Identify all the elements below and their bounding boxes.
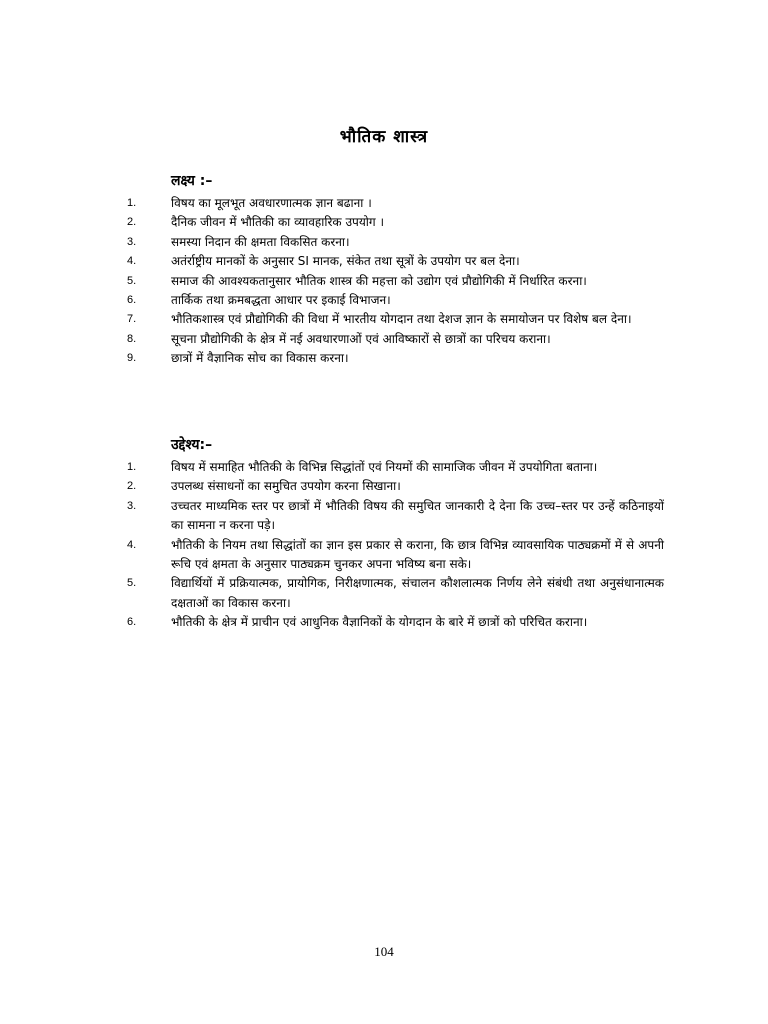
- item-number: 6.: [127, 616, 137, 629]
- item-text: विषय में समाहित भौतिकी के विभिन्न सिद्धांतों एवं नियमों की सामाजिक जीवन में उपयोगिता बताना।: [171, 460, 598, 474]
- item-text: अतंर्राष्ट्रीय मानकों के अनुसार SI मानक, संकेत तथा सूत्रों के उपयोग पर बल देना।: [171, 254, 520, 269]
- list-item: [0, 574, 768, 613]
- list-item: [0, 310, 768, 329]
- item-number: 6.: [127, 294, 137, 307]
- list-item: [0, 497, 768, 536]
- item-text: भौतिकशास्त्र एवं प्रौद्योगिकी की विधा में भारतीय योगदान तथा देशज ज्ञान के समायोजन पर विशेष बल देना।: [171, 312, 632, 327]
- item-number: 5.: [127, 274, 137, 287]
- item-text: समाज की आवश्यकतानुसार भौतिक शास्त्र की महत्ता को उद्योग एवं प्रौद्योगिकी में निर्धारित करना।: [171, 273, 587, 288]
- page-title: भौतिक शास्त्र: [339, 127, 429, 147]
- list-item: [0, 536, 768, 575]
- item-number: 3.: [127, 499, 137, 512]
- item-text: विषय का मूलभूत अवधारणात्मक ज्ञान बढाना ।: [171, 196, 372, 210]
- list-item: [0, 252, 768, 271]
- goals-list: [0, 194, 768, 369]
- goals-heading: लक्ष्य :–: [171, 173, 213, 189]
- item-number: 2.: [127, 480, 137, 493]
- item-text: विद्यार्थियों में प्रक्रियात्मक, प्रायोगिक, निरीक्षणात्मक, संचालन कौशलात्मक निर्णय लेने संबंधी तथा अनुसंधानात्मक दक्षताओं का विकास करना।: [171, 576, 664, 610]
- list-item: [0, 291, 768, 310]
- item-text: तार्किक तथा क्रमबद्धता आधार पर इकाई विभाजन।: [171, 293, 391, 308]
- item-text: उच्चतर माध्यमिक स्तर पर छात्रों में भौतिकी विषय की समुचित जानकारी दे देना कि उच्च–स्तर पर उन्हें कठिनाइयों का सामना न करना पड़े।: [171, 498, 664, 533]
- list-item: [0, 349, 768, 368]
- list-item: [0, 458, 768, 477]
- item-number: 4.: [127, 538, 137, 551]
- item-text: छात्रों में वैज्ञानिक सोच का विकास करना।: [171, 351, 349, 366]
- item-number: 1.: [127, 461, 137, 473]
- item-number: 5.: [127, 577, 137, 590]
- list-item: [0, 613, 768, 632]
- list-item: [0, 272, 768, 291]
- list-item: [0, 330, 768, 349]
- item-text: दैनिक जीवन में भौतिकी का व्यावहारिक उपयोग ।: [171, 215, 385, 230]
- item-text: सूचना प्रौद्योगिकी के क्षेत्र में नई अवधारणाओं एवं आविष्कारों से छात्रों का परिचय कराना।: [171, 331, 551, 346]
- item-number: 8.: [127, 332, 137, 345]
- list-item: [0, 213, 768, 232]
- list-item: [0, 194, 768, 213]
- item-number: 9.: [127, 352, 137, 365]
- item-number: 7.: [127, 313, 137, 326]
- item-number: 4.: [127, 255, 137, 268]
- item-number: 3.: [127, 235, 137, 248]
- objectives-heading: उद्देश्य:–: [171, 437, 213, 453]
- page-number: 104: [374, 944, 394, 959]
- item-text: समस्या निदान की क्षमता विकसित करना।: [171, 234, 350, 249]
- item-text: उपलब्ध संसाधनों का समुचित उपयोग करना सिखाना।: [171, 479, 401, 494]
- item-number: 1.: [127, 197, 137, 209]
- objectives-list: [0, 458, 768, 633]
- item-text: भौतिकी के क्षेत्र में प्राचीन एवं आधुनिक वैज्ञानिकों के योगदान के बारे में छात्रों को परिचित कराना।: [171, 615, 588, 630]
- list-item: [0, 233, 768, 252]
- item-text: भौतिकी के नियम तथा सिद्धांतों का ज्ञान इस प्रकार से कराना, कि छात्र विभिन्न व्यावसायिक पाठ्यक्रमों में से अपनी रूचि एवं क्षमता के अनुसार पाठ्यक्रम चुनकर अपना भविष्य बना सके।: [171, 537, 664, 572]
- item-number: 2.: [127, 216, 137, 229]
- goals-section: [0, 170, 768, 369]
- list-item: [0, 477, 768, 496]
- objectives-section: [0, 434, 768, 633]
